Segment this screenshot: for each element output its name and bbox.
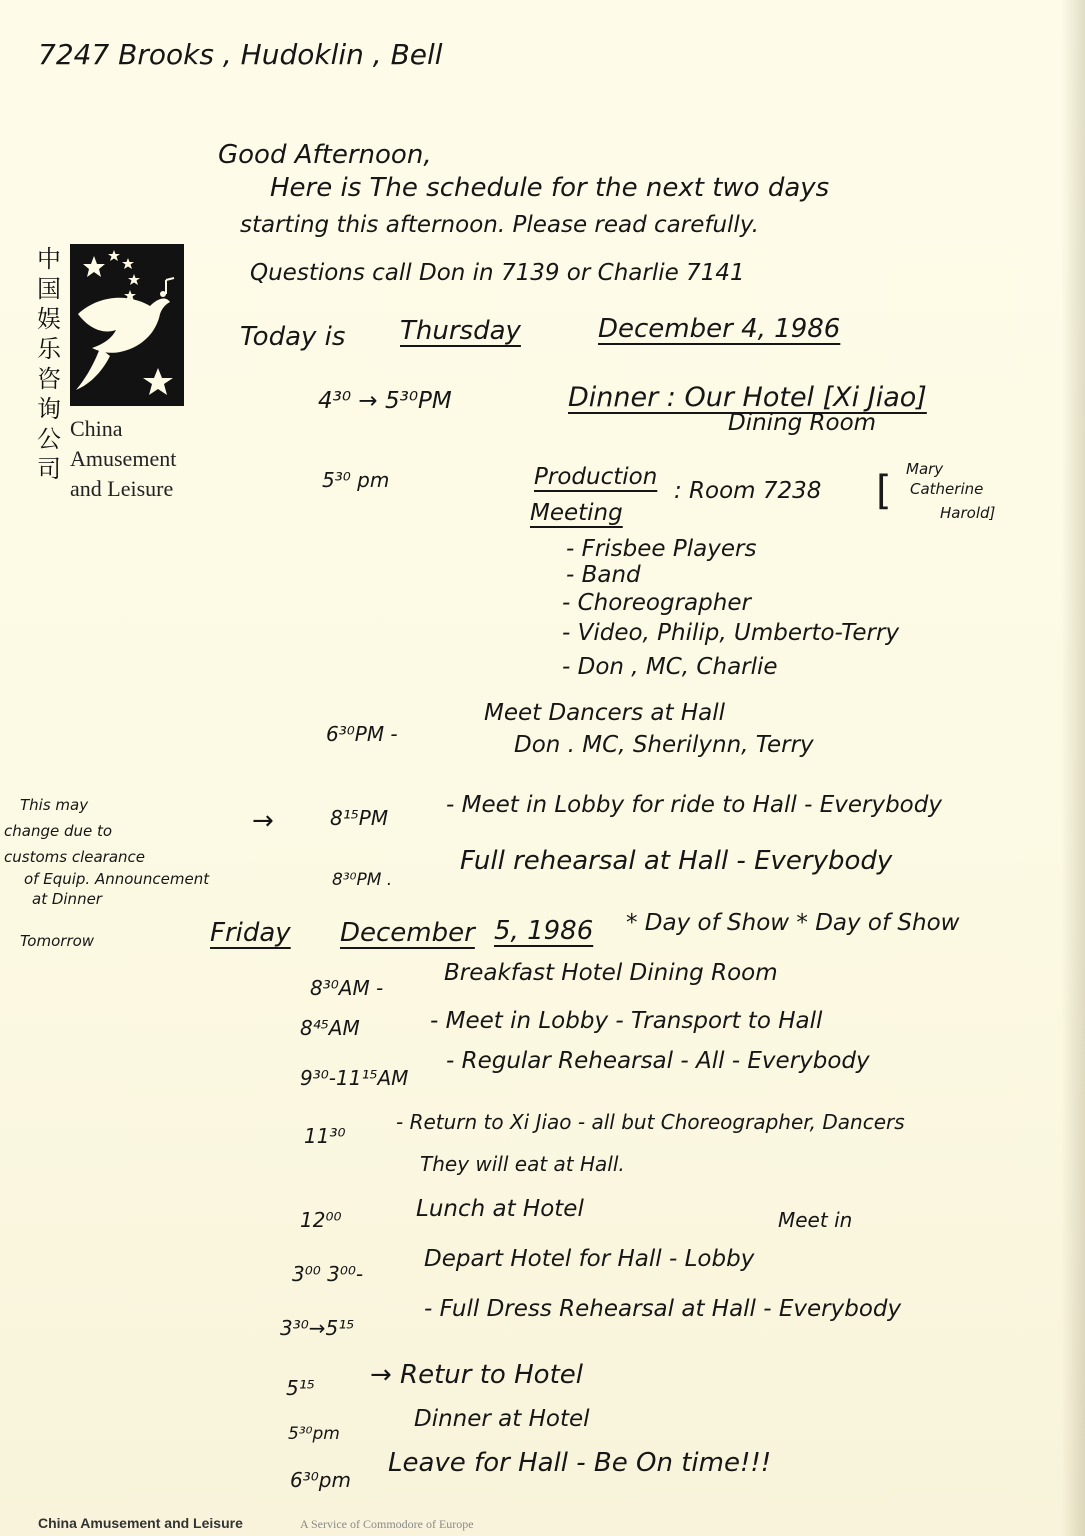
schedule-time: 6³⁰pm <box>290 1468 351 1492</box>
footer-faint-text: A Service of Commodore of Europe <box>300 1517 474 1531</box>
meeting-name: Catherine <box>910 480 984 498</box>
attendee-item: - Don , MC, Charlie <box>562 654 778 680</box>
intro-line: Questions call Don in 7139 or Charlie 7141 <box>250 260 745 286</box>
today-date: December 4, 1986 <box>598 314 841 344</box>
today-label: Today is <box>240 322 346 352</box>
header-names: 7247 Brooks , Hudoklin , Bell <box>38 38 443 71</box>
paper-edge-shadow <box>1061 0 1085 1536</box>
margin-note-line: customs clearance <box>4 848 145 866</box>
schedule-event: Meet Dancers at Hall <box>484 700 725 726</box>
arrow-right-icon: → <box>252 806 274 836</box>
attendee-item: - Band <box>566 562 641 588</box>
logo-char: 司 <box>37 455 61 483</box>
schedule-event-detail: Dining Room <box>728 410 877 436</box>
meeting-name: Harold] <box>940 504 996 522</box>
schedule-time: 12⁰⁰ <box>300 1208 342 1232</box>
logo-english-text <box>70 414 210 504</box>
footer-company: China Amusement and Leisure <box>38 1515 243 1531</box>
friday-date: 5, 1986 <box>494 916 594 946</box>
schedule-event: Depart Hotel for Hall - Lobby <box>424 1246 755 1272</box>
schedule-event-detail: They will eat at Hall. <box>420 1152 625 1176</box>
schedule-time: 9³⁰-11¹⁵AM <box>300 1066 409 1090</box>
logo-line: and Leisure <box>70 476 174 501</box>
schedule-time: 8¹⁵PM <box>330 806 389 830</box>
schedule-event: Meeting <box>530 500 623 526</box>
schedule-event: - Return to Xi Jiao - all but Choreographer, Dancers <box>396 1110 905 1134</box>
logo-line: China <box>70 416 123 441</box>
intro-line: starting this afternoon. Please read carefully. <box>240 212 759 238</box>
schedule-time: 6³⁰PM - <box>326 722 398 746</box>
logo-char: 国 <box>37 275 61 303</box>
schedule-time: 8³⁰AM - <box>310 976 384 1000</box>
attendee-item: - Video, Philip, Umberto-Terry <box>562 620 900 646</box>
friday-day: Friday <box>210 918 291 948</box>
schedule-event: → Retur to Hotel <box>370 1360 583 1390</box>
schedule-event: - Meet in Lobby - Transport to Hall <box>430 1008 823 1034</box>
dove-star-logo-icon <box>70 244 184 406</box>
schedule-time: 11³⁰ <box>304 1124 346 1148</box>
margin-note-line: at Dinner <box>32 890 102 908</box>
logo-char: 中 <box>37 245 61 273</box>
logo-char: 娱 <box>37 305 61 333</box>
schedule-event: Breakfast Hotel Dining Room <box>444 960 778 986</box>
logo-char: 乐 <box>37 335 61 363</box>
logo-char: 询 <box>37 395 61 423</box>
schedule-time: 5³⁰ pm <box>322 468 390 492</box>
schedule-time: 4³⁰ → 5³⁰PM <box>318 388 452 414</box>
schedule-note: Meet in <box>778 1208 853 1232</box>
schedule-event: - Full Dress Rehearsal at Hall - Everybody <box>424 1296 902 1322</box>
friday-note: * Day of Show * Day of Show <box>626 910 960 936</box>
today-day: Thursday <box>400 316 521 346</box>
schedule-event: Dinner : Our Hotel [Xi Jiao] <box>568 382 927 413</box>
margin-note-line: of Equip. Announcement <box>24 870 210 888</box>
attendee-item: - Choreographer <box>562 590 751 616</box>
schedule-event: - Meet in Lobby for ride to Hall - Everybody <box>446 792 942 818</box>
schedule-event: Lunch at Hotel <box>416 1196 584 1222</box>
schedule-event: - Regular Rehearsal - All - Everybody <box>446 1048 870 1074</box>
logo-chinese-text <box>34 244 64 484</box>
logo-line: Amusement <box>70 446 177 471</box>
schedule-event: Leave for Hall - Be On time!!! <box>388 1448 772 1478</box>
schedule-time: 5¹⁵ <box>286 1376 315 1400</box>
margin-note-line: This may <box>20 796 89 814</box>
schedule-time: 3³⁰→5¹⁵ <box>280 1316 355 1340</box>
schedule-time: 5³⁰pm <box>288 1424 340 1444</box>
logo-char: 公 <box>37 425 61 453</box>
attendee-item: - Frisbee Players <box>566 536 757 562</box>
schedule-event-detail: Don . MC, Sherilynn, Terry <box>514 732 814 758</box>
schedule-event: Production <box>534 464 658 490</box>
meeting-room: : Room 7238 <box>674 478 822 504</box>
logo-char: 咨 <box>37 365 61 393</box>
schedule-event: Full rehearsal at Hall - Everybody <box>460 846 893 876</box>
schedule-time: 8⁴⁵AM <box>300 1016 360 1040</box>
intro-line: Here is The schedule for the next two days <box>270 173 830 203</box>
bracket: [ <box>876 468 892 514</box>
margin-note-line: change due to <box>4 822 113 840</box>
schedule-time: 8³⁰PM . <box>332 870 393 890</box>
tomorrow-label: Tomorrow <box>20 932 95 950</box>
friday-date: December <box>340 918 475 948</box>
schedule-event: Dinner at Hotel <box>414 1406 590 1432</box>
meeting-name: Mary <box>906 460 944 478</box>
greeting: Good Afternoon, <box>218 140 432 170</box>
schedule-time: 3⁰⁰ 3⁰⁰- <box>292 1262 364 1286</box>
